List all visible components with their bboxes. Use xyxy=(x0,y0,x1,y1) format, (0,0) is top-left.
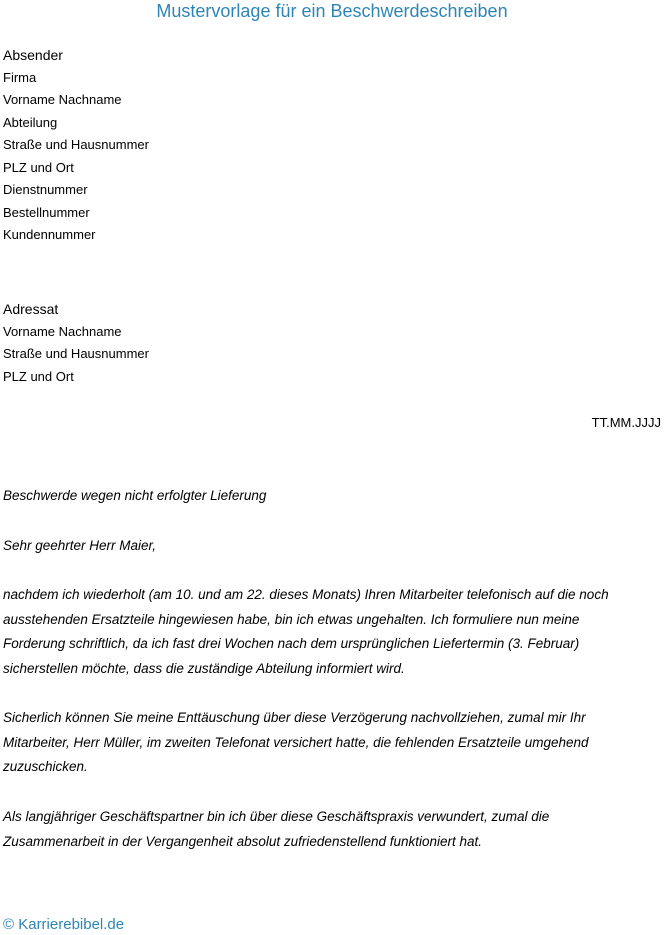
sender-city: PLZ und Ort xyxy=(3,159,74,175)
document-title: Mustervorlage für ein Beschwerdeschreiben xyxy=(156,1,508,21)
sender-heading: Absender xyxy=(3,47,63,63)
paragraph-line: Forderung schriftlich, da ich fast drei Wochen nach dem ursprünglichen Liefertermin (3. Februar) xyxy=(3,636,580,651)
sender-service-number: Dienstnummer xyxy=(3,182,88,197)
sender-order-number: Bestellnummer xyxy=(3,204,90,220)
recipient-block xyxy=(3,298,149,388)
letter-paragraph-3 xyxy=(3,805,549,854)
paragraph-line: Zusammenarbeit in der Vergangenheit absolut zufriedenstellend funktioniert hat. xyxy=(3,833,483,849)
sender-department: Abteilung xyxy=(3,114,58,130)
paragraph-line: Sicherlich können Sie meine Enttäuschung über diese Verzögerung nachvollziehen, zumal mir Ihr xyxy=(3,710,586,725)
copyright-footer: © Karrierebibel.de xyxy=(3,916,125,933)
sender-block xyxy=(3,44,149,247)
paragraph-line: Mitarbeiter, Herr Müller, im zweiten Telefonat versichert hatte, die fehlenden Ersatzteile umgehend xyxy=(3,734,589,750)
paragraph-line: ausstehenden Ersatzteile hingewiesen habe, bin ich etwas ungehalten. Ich formuliere nun meine xyxy=(3,611,580,627)
sender-name: Vorname Nachname xyxy=(3,92,122,107)
paragraph-line: nachdem ich wiederholt (am 10. und am 22. dieses Monats) Ihren Mitarbeiter telefonisch auf die noch xyxy=(3,587,609,602)
paragraph-line: zuzuschicken. xyxy=(3,759,88,774)
recipient-name: Vorname Nachname xyxy=(3,323,122,339)
letter-salutation: Sehr geehrter Herr Maier, xyxy=(3,538,157,553)
letter-paragraph-1 xyxy=(3,583,609,681)
letter-subject: Beschwerde wegen nicht erfolgter Lieferung xyxy=(3,488,267,503)
paragraph-line: Als langjähriger Geschäftspartner bin ich über diese Geschäftspraxis verwundert, zumal die xyxy=(3,809,550,824)
paragraph-line: sicherstellen möchte, dass die zuständige Abteilung informiert wird. xyxy=(3,660,405,676)
recipient-city: PLZ und Ort xyxy=(3,368,74,384)
sender-customer-number: Kundennummer xyxy=(3,227,96,242)
letter-date: TT.MM.JJJJ xyxy=(591,415,661,430)
recipient-heading: Adressat xyxy=(3,301,59,317)
sender-company: Firma xyxy=(3,69,37,85)
sender-street: Straße und Hausnummer xyxy=(3,137,149,152)
letter-paragraph-2 xyxy=(3,706,589,780)
recipient-street: Straße und Hausnummer xyxy=(3,346,149,361)
